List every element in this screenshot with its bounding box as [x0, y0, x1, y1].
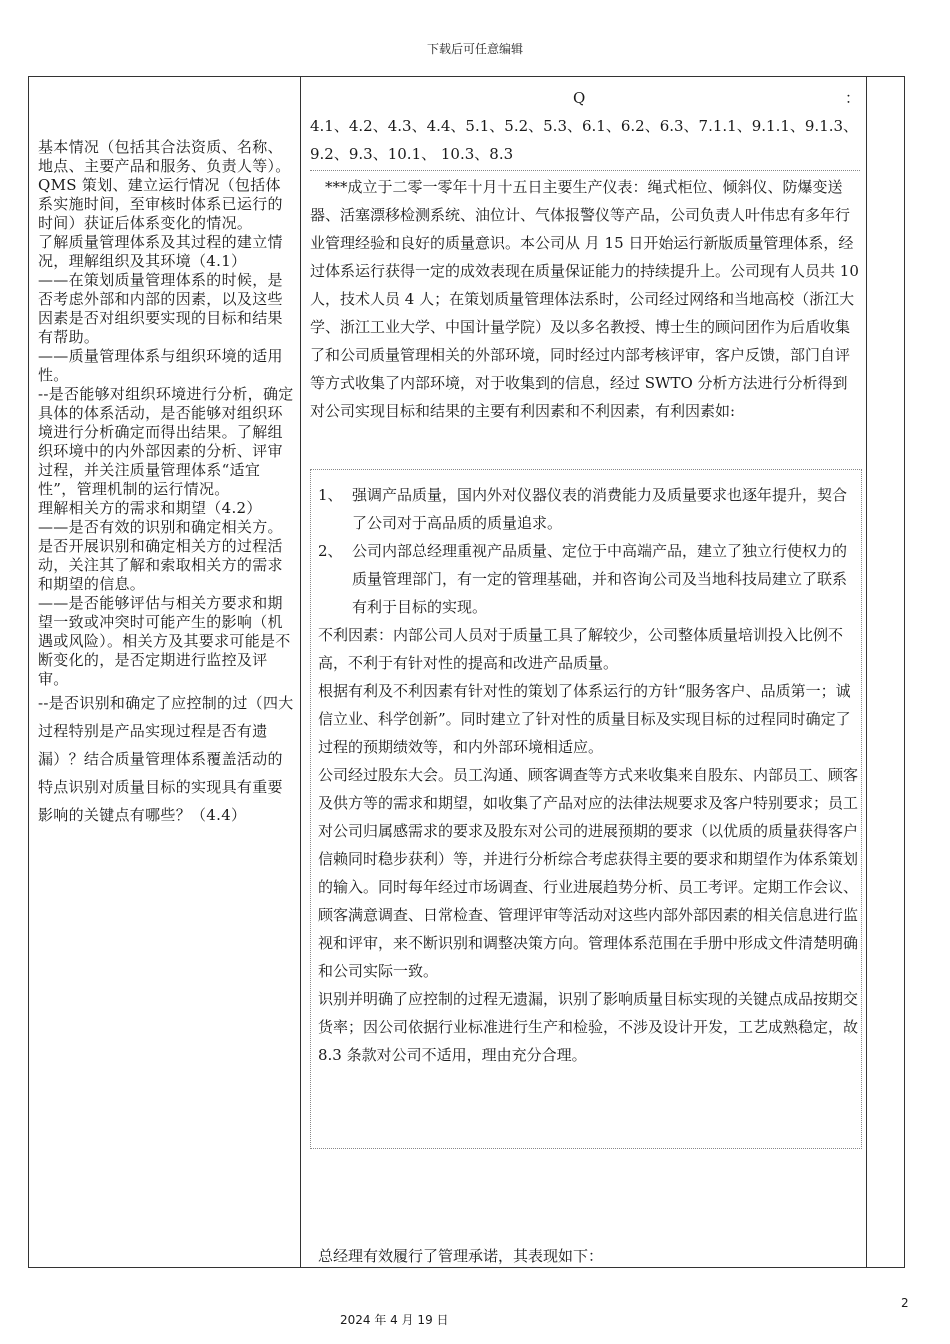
interested-parties-heading: 理解相关方的需求和期望（4.2） — [38, 499, 262, 517]
favorable-item — [318, 537, 858, 621]
q-colon: ： — [844, 89, 860, 107]
evaluate-impact-question: ——是否能够评估与相关方要求和期望一致或冲突时可能产生的影响（机遇或风险）。相关方及其要求可能是不断变化的，是否定期进行监控及评审。 — [38, 594, 291, 688]
q-line — [310, 84, 860, 112]
clause-list: 4.1、4.2、4.3、4.4、5.1、5.2、5.3、6.1、6.2、6.3、7.1.1、9.1.1、9.1.3、9.2、9.3、10.1、 10.3、8.3 — [310, 117, 859, 163]
identify-parties-question: ——是否有效的识别和确定相关方。 — [38, 518, 283, 536]
findings-content — [318, 481, 858, 1069]
column-divider-right — [866, 77, 867, 1267]
suitability-question: ——质量管理体系与组织环境的适用性。 — [38, 347, 283, 384]
audit-record-column — [310, 84, 860, 425]
header-note: 下载后可任意编辑 — [426, 42, 523, 56]
internal-external-question: ——在策划质量管理体系的时候，是否考虑外部和内部的因素，以及这些因素是否对组织要实现的目标和结果有帮助。 — [38, 271, 283, 346]
parties-process-question: 是否开展识别和确定相关方的过程活动，关注其了解和索取相关方的需求和期望的信息。 — [38, 537, 283, 593]
footer-date: 2024 年 4 月 19 日 — [340, 1313, 449, 1327]
qms-plan-item: QMS 策划、建立运行情况（包括体系实施时间，至审核时体系已运行的时间）获证后体系变化的情况。 — [38, 176, 283, 232]
item-number: 2、 — [318, 542, 343, 560]
audit-checklist-column — [38, 138, 296, 829]
page-number: 2 — [901, 1296, 909, 1310]
unfavorable-factors: 不利因素：内部公司人员对于质量工具了解较少，公司整体质量培训投入比例不高，不利于有针对性的提高和改进产品质量。 — [318, 626, 844, 672]
process-control-question: --是否识别和确定了应控制的过（四大过程特别是产品实现过程是否有遗漏）？结合质量管理体系覆盖活动的特点识别对质量目标的实现具有重要影响的关键点有哪些？（4.4） — [38, 694, 294, 824]
item-text: 强调产品质量，国内外对仪器仪表的消费能力及质量要求也逐年提升，契合了公司对于高品质的质量追求。 — [352, 486, 848, 532]
favorable-item — [318, 481, 858, 537]
analyze-context-question: --是否能够对组织环境进行分析，确定具体的体系活动，是否能够对组织环境进行分析确定而得出结果。了解组织环境中的内外部因素的分析、评审过程，并关注质量管理体系“适宜性”，管理机制的运行情况。 — [38, 385, 294, 498]
process-control-record: 识别并明确了应控制的过程无遗漏，识别了影响质量目标实现的关键点成品按期交货率；因公司依据行业标准进行生产和检验，不涉及设计开发，工艺成熟稳定，故 8.3 条款对公司不适用，理由充分合理。 — [318, 990, 859, 1064]
item-number: 1、 — [318, 486, 343, 504]
q-label: Q — [573, 89, 586, 107]
basic-info-item: 基本情况（包括其合法资质、名称、地点、主要产品和服务、负责人等）。 — [38, 138, 291, 175]
interested-parties-record: 公司经过股东大会。员工沟通、顾客调查等方式来收集来自股东、内部员工、顾客及供方等的需求和期望，如收集了产品对应的法律法规要求及客户特别要求；员工对公司归属感需求的要求及股东对公司的进展预期的要求（以优质的质量获得客户信赖同时稳步获利）等，并进行分析综合考虑获得主要的要求和期望作为体系策划的输入。同时每年经过市场调查、行业进展趋势分析、员工考评。定期工作会议、顾客满意调查、日常检查、管理评审等活动对这些内部外部因素的相关信息进行监视和评审，来不断识别和调整决策方向。管理体系范围在手册中形成文件清楚明确和公司实际一致。 — [318, 766, 859, 980]
context-heading: 了解质量管理体系及其过程的建立情况，理解组织及其环境（4.1） — [38, 233, 283, 270]
quality-policy: 根据有利及不利因素有针对性的策划了体系运行的方针“服务客户、品质第一；诚信立业、科学创新”。同时建立了针对性的质量目标及实现目标的过程同时确定了过程的预期绩效等，和内外部环境相适应。 — [318, 682, 851, 756]
company-intro: ***成立于二零一零年十月十五日主要生产仪表：绳式柜位、倾斜仪、防爆变送器、活塞漂移检测系统、油位计、气体报警仪等产品，公司负责人叶伟忠有多年行业管理经验和良好的质量意识。本公司从 月 15 日开始运行新版质量管理体系，经过体系运行获得一定的成效表现在质量保证能力的持续提升上。公司现有人员共 10 人，技术人员 4 人；在策划质量管理体法系时，公司经过网络和当地高校（浙江大学、浙江工业大学、中国计量学院）及以多名教授、博士生的顾问团作为后盾收集了和公司质量管理相关的外部环境，同时经过内部考核评审，客户反馈，部门自评等方式收集了内部环境，对于收集到的信息，经过 SWTO 分析方法进行分析得到对公司实现目标和结果的主要有利因素和不利因素，有利因素如: — [310, 178, 859, 420]
item-text: 公司内部总经理重视产品质量、定位于中高端产品，建立了独立行使权力的质量管理部门，有一定的管理基础，并和咨询公司及当地科技局建立了联系有利于目标的实现。 — [352, 542, 848, 616]
management-commitment: 总经理有效履行了管理承诺，其表现如下： — [318, 1247, 604, 1265]
column-divider-left — [300, 77, 301, 1267]
